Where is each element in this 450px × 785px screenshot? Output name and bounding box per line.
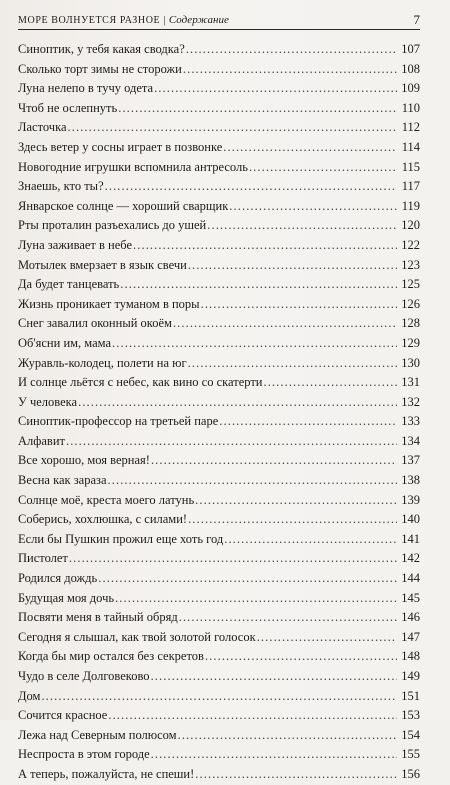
- toc-entry-page: 122: [401, 237, 420, 252]
- toc-entry-title: Будущая моя дочь: [18, 590, 115, 605]
- dot-leader: [151, 451, 397, 471]
- dot-leader: [108, 706, 397, 726]
- toc-entry-title: Знаешь, кто ты?: [18, 179, 104, 194]
- toc-entry: [18, 138, 420, 158]
- toc-entry: [18, 40, 420, 60]
- toc-entry-page: 120: [401, 218, 420, 233]
- toc-entry: [18, 295, 420, 315]
- toc-entry: [18, 726, 420, 746]
- toc-entry: [18, 177, 420, 197]
- toc-entry: [18, 667, 420, 687]
- toc-entry: [18, 491, 420, 511]
- toc-entry: [18, 393, 420, 413]
- toc-entry-page: 137: [401, 453, 420, 468]
- dot-leader: [118, 99, 397, 119]
- toc-entry: [18, 216, 420, 236]
- dot-leader: [219, 412, 397, 432]
- toc-entry: [18, 451, 420, 471]
- toc-entry: [18, 706, 420, 726]
- toc-entry-title: Чтоб не ослепнуть: [18, 100, 118, 115]
- dot-leader: [257, 628, 397, 648]
- dot-leader: [178, 726, 397, 746]
- toc-entry: [18, 608, 420, 628]
- toc-entry-page: 130: [401, 355, 420, 370]
- toc-entry-page: 141: [401, 531, 420, 546]
- dot-leader: [98, 569, 397, 589]
- toc-entry-title: Лежа над Северным полюсом: [18, 727, 177, 742]
- dot-leader: [186, 40, 397, 60]
- dot-leader: [183, 60, 397, 80]
- toc-entry-page: 148: [401, 649, 420, 664]
- toc-entry-page: 139: [401, 492, 420, 507]
- dot-leader: [205, 647, 397, 667]
- dot-leader: [68, 118, 397, 138]
- dot-leader: [188, 256, 397, 276]
- toc-entry-page: 146: [401, 610, 420, 625]
- dot-leader: [69, 549, 397, 569]
- toc-entry: [18, 275, 420, 295]
- dot-leader: [66, 432, 397, 452]
- toc-entry-title: Весна как зараза: [18, 473, 107, 488]
- running-header: [18, 8, 420, 30]
- dot-leader: [151, 667, 397, 687]
- dot-leader: [201, 295, 397, 315]
- toc-entry-title: Сочится красное: [18, 708, 108, 723]
- toc-entry: [18, 412, 420, 432]
- toc-entry: [18, 687, 420, 707]
- toc-entry-page: 128: [401, 316, 420, 331]
- dot-leader: [154, 79, 397, 99]
- dot-leader: [224, 530, 397, 550]
- dot-leader: [179, 608, 397, 628]
- toc-entry-page: 149: [401, 669, 420, 683]
- toc-entry: [18, 99, 420, 119]
- dot-leader: [120, 275, 397, 295]
- toc-entry-title: Чудо в селе Долговеково: [18, 669, 150, 683]
- toc-entry-page: 119: [401, 198, 420, 213]
- dot-leader: [195, 765, 397, 785]
- toc-entry: [18, 530, 420, 550]
- dot-leader: [207, 216, 397, 236]
- toc-entry-page: 138: [401, 473, 420, 488]
- toc-entry-title: А теперь, пожалуйста, не спеши!: [18, 766, 195, 781]
- toc-entry-title: Мотылек вмерзает в язык свечи: [18, 257, 187, 272]
- toc-entry-page: 126: [401, 296, 420, 311]
- dot-leader: [195, 491, 397, 511]
- toc-entry-title: Если бы Пушкин прожил еще хоть год: [18, 531, 224, 546]
- toc-entry: [18, 432, 420, 452]
- header-separator: |: [163, 15, 166, 26]
- toc-entry-page: 140: [401, 512, 420, 527]
- dot-leader: [41, 687, 397, 707]
- toc-entry-page: 132: [401, 394, 420, 409]
- toc-entry-page: 107: [401, 42, 420, 56]
- running-header-title: [18, 14, 229, 26]
- toc-entry-page: 117: [401, 179, 420, 194]
- toc-entry: [18, 628, 420, 648]
- toc-entry-title: Новогодние игрушки вспомнила антресоль: [18, 159, 248, 174]
- toc-entry-title: Здесь ветер у сосны играет в позвонке: [18, 139, 223, 154]
- toc-entry-title: Алфавит: [18, 433, 65, 448]
- toc-entry-page: 145: [401, 590, 420, 605]
- dot-leader: [133, 236, 397, 256]
- toc-entry-title: Луна заживает в небе: [18, 237, 133, 252]
- dot-leader: [229, 197, 397, 217]
- toc-entry: [18, 569, 420, 589]
- toc-entry-title: Солнце моё, креста моего латунь: [18, 492, 195, 507]
- toc-entry: [18, 765, 420, 785]
- toc-entry-title: У человека: [18, 394, 78, 409]
- toc-entry-page: 156: [401, 766, 420, 781]
- toc-entry-page: 155: [401, 747, 420, 762]
- toc-entry: [18, 158, 420, 178]
- dot-leader: [188, 354, 397, 374]
- dot-leader: [151, 745, 397, 765]
- toc-entry-page: 114: [401, 139, 420, 154]
- dot-leader: [115, 589, 397, 609]
- toc-entry-title: Сколько торт зимы не сторожи: [18, 61, 182, 76]
- toc-entry-title: Пистолет: [18, 551, 68, 566]
- toc-entry: [18, 197, 420, 217]
- toc-entry: [18, 647, 420, 667]
- toc-entry-title: Синоптик, у тебя какая сводка?: [18, 42, 185, 56]
- toc-entry-page: 110: [401, 100, 420, 115]
- toc-entry-title: Журавль-колодец, полети на юг: [18, 355, 187, 370]
- toc-entry: [18, 549, 420, 569]
- toc-entry-title: Все хорошо, моя верная!: [18, 453, 150, 468]
- dot-leader: [112, 334, 397, 354]
- toc-entry-page: 142: [401, 551, 420, 566]
- dot-leader: [108, 471, 397, 491]
- toc-entry: [18, 589, 420, 609]
- toc-entry-page: 151: [401, 688, 420, 703]
- toc-entry: [18, 510, 420, 530]
- toc-entry-title: Да будет танцевать: [18, 277, 120, 292]
- dot-leader: [78, 393, 397, 413]
- section-name: Содержание: [168, 14, 229, 26]
- toc-entry-page: 154: [401, 727, 420, 742]
- toc-entry-title: Неспроста в этом городе: [18, 747, 150, 762]
- toc-entry-title: Снег завалил оконный окоём: [18, 316, 172, 331]
- dot-leader: [173, 314, 397, 334]
- toc-entry-title: Синоптик-профессор на третьей паре: [18, 414, 219, 429]
- toc-entry-page: 125: [401, 277, 420, 292]
- toc-entry-title: Когда бы мир остался без секретов: [18, 649, 204, 664]
- toc-entry-title: И солнце льётся с небес, как вино со скатерти: [18, 375, 263, 390]
- toc-entry: [18, 236, 420, 256]
- toc-entry-page: 129: [401, 335, 420, 350]
- toc-entry: [18, 334, 420, 354]
- dot-leader: [249, 158, 397, 178]
- toc-entry: [18, 79, 420, 99]
- toc-entry-title: Дом: [18, 688, 41, 703]
- toc-entry-page: 123: [401, 257, 420, 272]
- toc-entry-title: Об'ясни им, мама: [18, 335, 112, 350]
- toc-entry-page: 109: [401, 81, 420, 96]
- toc-entry-page: 153: [401, 708, 420, 723]
- table-of-contents: [18, 40, 420, 785]
- toc-entry: [18, 373, 420, 393]
- toc-entry-title: Луна нелепо в тучу одета: [18, 81, 154, 96]
- toc-entry-page: 147: [401, 629, 420, 644]
- toc-entry-page: 131: [401, 375, 420, 390]
- toc-entry-page: 115: [401, 159, 420, 174]
- toc-entry-title: Ласточка: [18, 120, 67, 135]
- toc-entry-page: 134: [401, 433, 420, 448]
- toc-entry-title: Сегодня я слышал, как твой золотой голосок: [18, 629, 256, 644]
- toc-entry-title: Посвяти меня в тайный обряд: [18, 610, 178, 625]
- toc-entry: [18, 745, 420, 765]
- toc-entry: [18, 60, 420, 80]
- toc-entry: [18, 354, 420, 374]
- toc-entry-page: 133: [401, 414, 420, 429]
- dot-leader: [105, 177, 397, 197]
- dot-leader: [223, 138, 397, 158]
- dot-leader: [188, 510, 397, 530]
- toc-entry: [18, 256, 420, 276]
- page-number: 7: [413, 12, 420, 27]
- toc-entry-title: Соберись, хохлюшка, с силами!: [18, 512, 188, 527]
- toc-entry-title: Родился дождь: [18, 571, 98, 586]
- toc-entry-title: Рты проталин разъехались до ушей: [18, 218, 207, 233]
- dot-leader: [263, 373, 397, 393]
- toc-entry-page: 144: [401, 571, 420, 586]
- toc-entry-title: Январское солнце — хороший сварщик: [18, 198, 229, 213]
- toc-entry-page: 112: [401, 120, 420, 135]
- toc-entry: [18, 118, 420, 138]
- toc-entry-page: 108: [401, 61, 420, 76]
- book-title: МОРЕ ВОЛНУЕТСЯ РАЗНОЕ: [18, 15, 161, 26]
- toc-entry: [18, 314, 420, 334]
- toc-entry-title: Жизнь проникает туманом в поры: [18, 296, 200, 311]
- toc-entry: [18, 471, 420, 491]
